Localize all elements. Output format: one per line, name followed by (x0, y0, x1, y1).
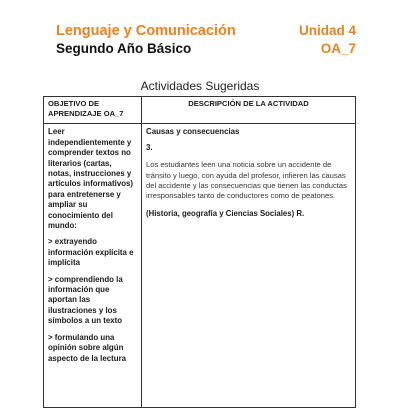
objective-paragraph: Leer independientemente y comprender textos no literarios (cartas, notas, instrucciones y artículos informativos) para entretenerse y ampliar su conocimiento del mundo: (48, 127, 134, 231)
activity-description: Los estudiantes leen una noticia sobre un accidente de tránsito y luego, con ayuda del profesor, infieren las causas del accidente y las consecuencias que tienen las conductas irresponsables tanto de conductores como de peatones. (146, 160, 347, 201)
activities-table (43, 96, 356, 408)
objective-bullet: > extrayendo información explícita e implícita (48, 237, 134, 268)
section-title: Actividades Sugeridas (140, 79, 260, 93)
description-column-header: DESCRIPCIÓN DE LA ACTIVIDAD (142, 97, 356, 124)
activity-cell (142, 124, 356, 408)
table-row (44, 124, 356, 408)
objective-bullet: > comprendiendo la información que aportan las ilustraciones y los símbolos a un texto (48, 274, 123, 326)
activity-number: 3. (146, 143, 153, 153)
unit-label: Unidad 4 (298, 23, 356, 38)
table-header-row (44, 97, 356, 124)
header-right (299, 22, 356, 57)
objective-column-header: OBJETIVO DE APRENDIZAJE OA_7 (44, 97, 142, 124)
grade-title: Segundo Año Básico (56, 41, 192, 56)
objective-cell (44, 124, 142, 408)
header-left (56, 22, 236, 57)
activity-reference: (Historia, geografía y Ciencias Sociales) R. (146, 208, 305, 218)
subject-title: Lenguaje y Comunicación (56, 23, 236, 39)
objective-bullet: > formulando una opinión sobre algún aspecto de la lectura (48, 332, 127, 363)
activity-title: Causas y consecuencias (146, 127, 240, 137)
objective-code: OA_7 (320, 41, 356, 56)
